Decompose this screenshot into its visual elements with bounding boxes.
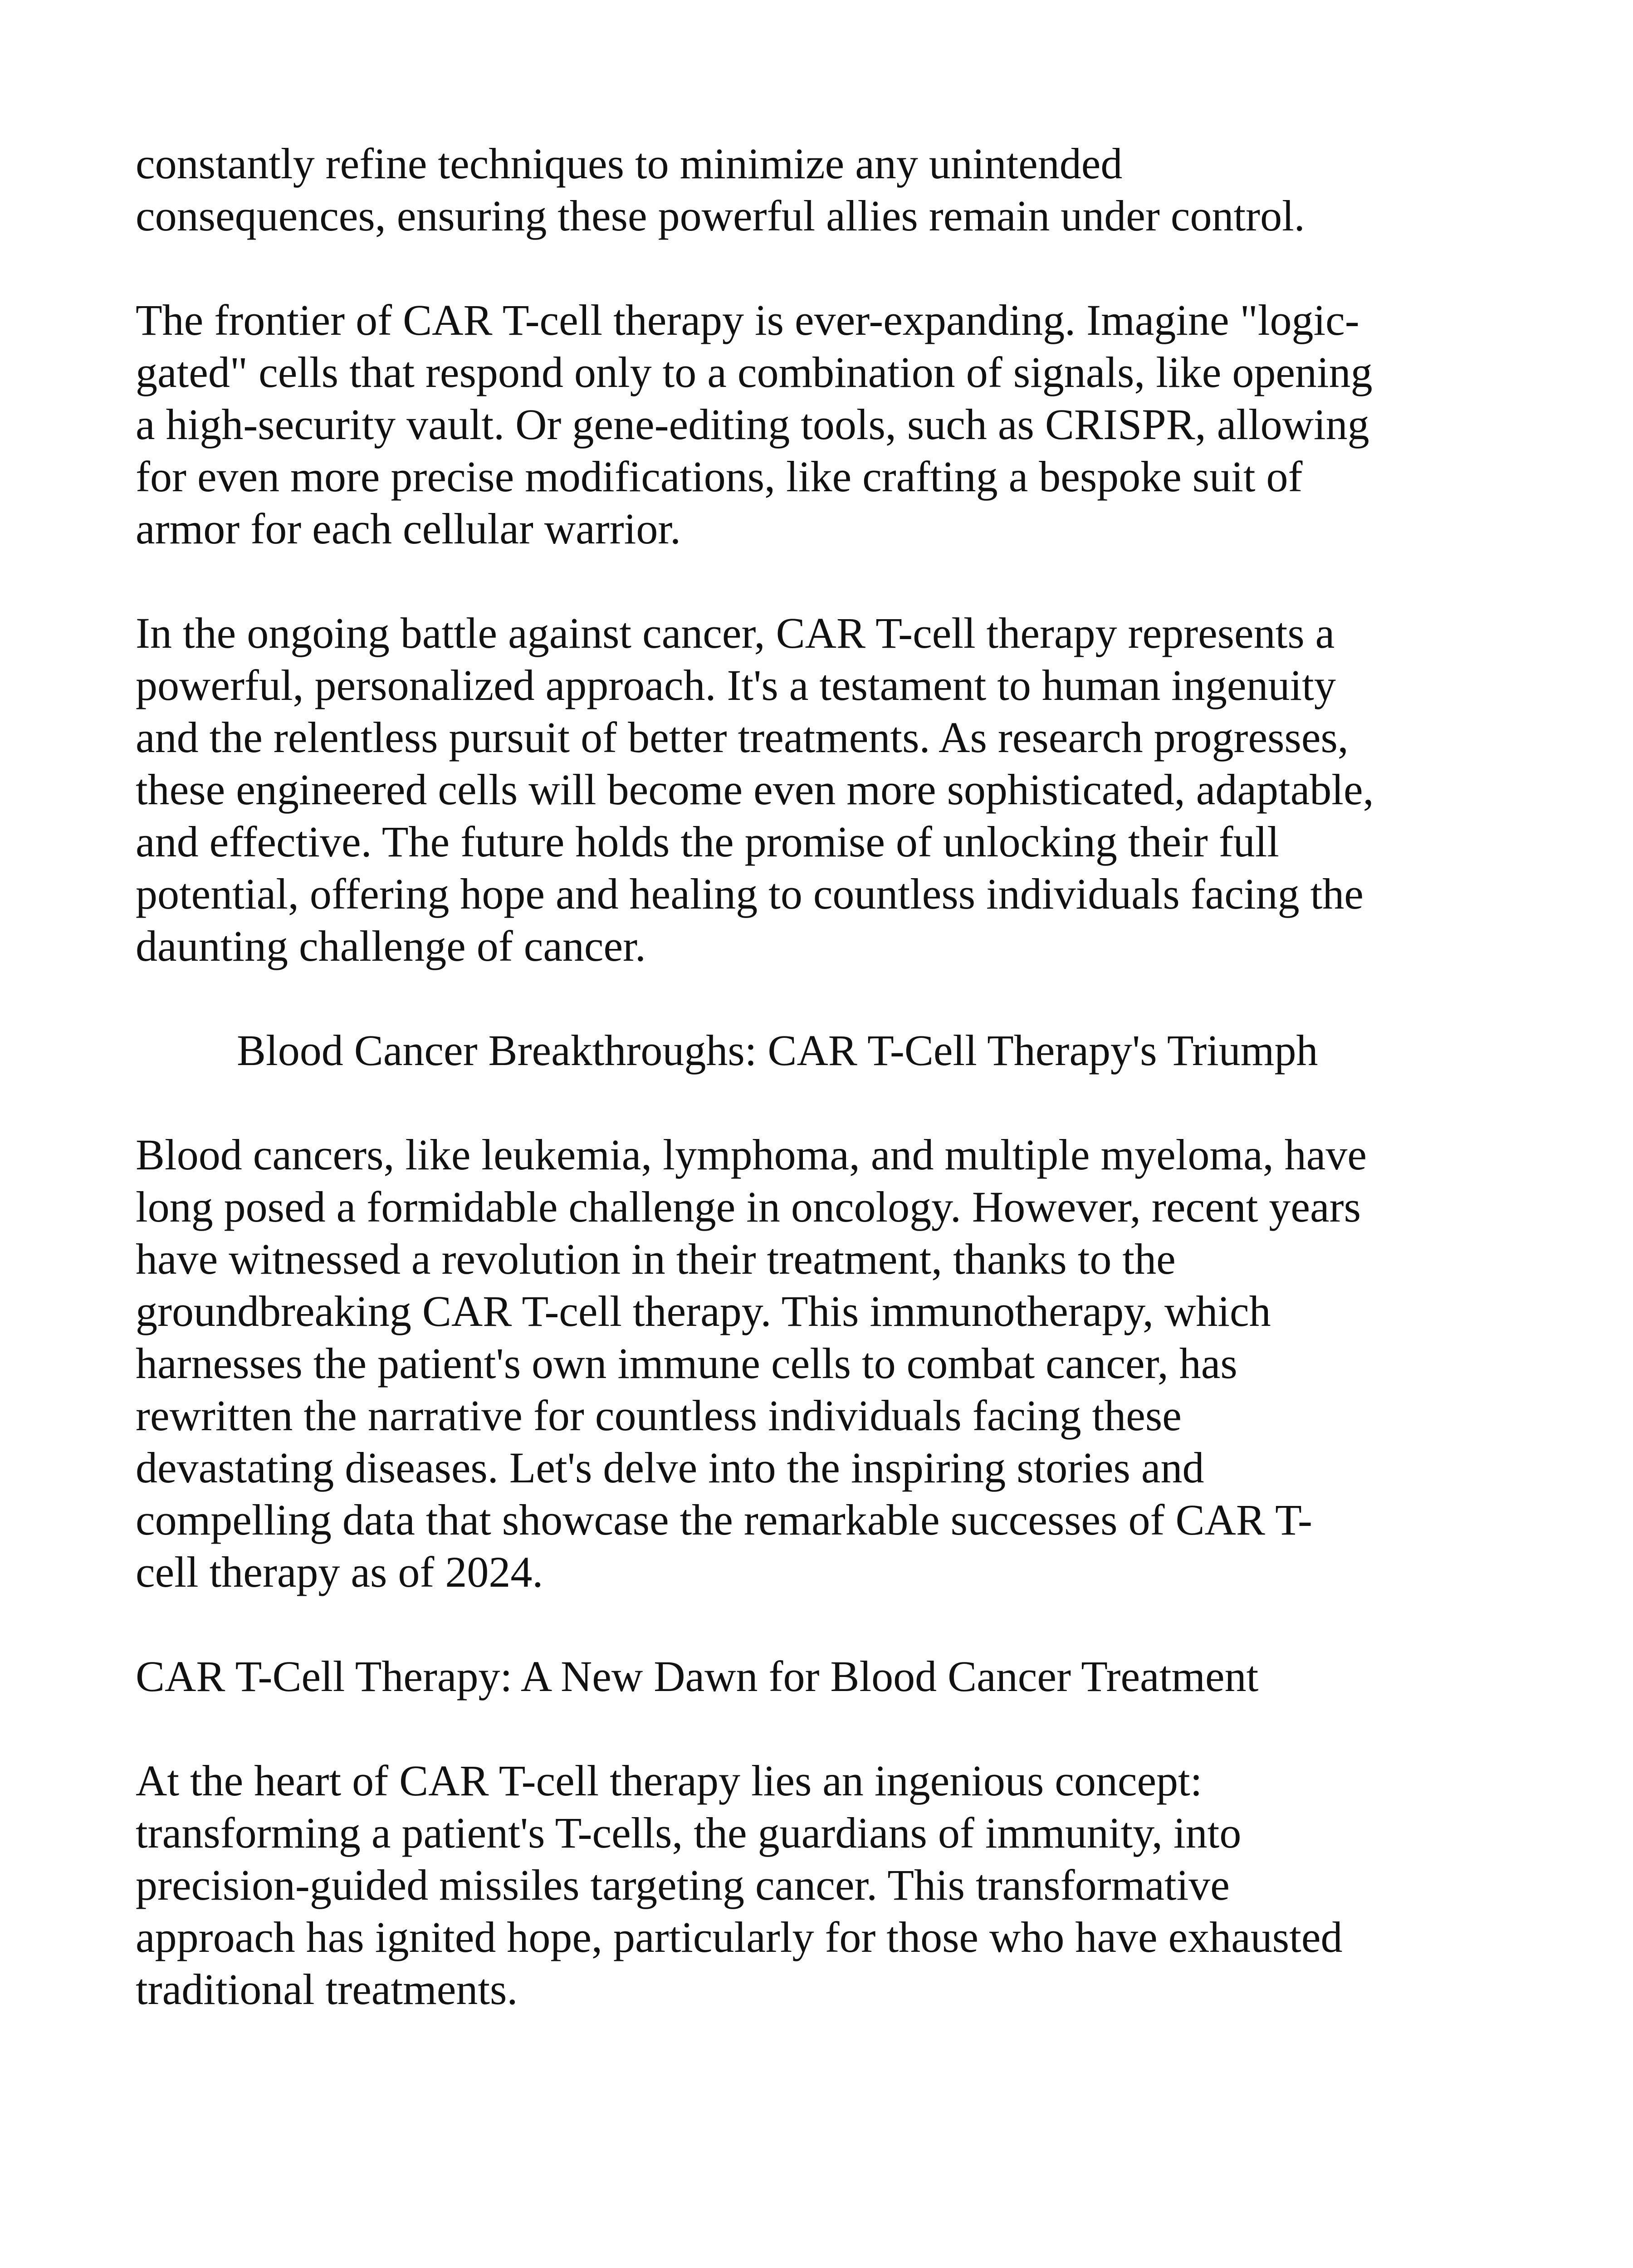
paragraph-frontier [136,294,1451,555]
text-line: The frontier of CAR T-cell therapy is ever-expanding. Imagine "logic- [136,296,1359,344]
text-line: transforming a patient's T-cells, the guardians of immunity, into [136,1809,1242,1857]
text-line: have witnessed a revolution in their treatment, thanks to the [136,1235,1176,1283]
section-heading: Blood Cancer Breakthroughs: CAR T-Cell Therapy's Triumph [237,1026,1318,1075]
paragraph-blood-cancers [136,1129,1451,1598]
text-line: compelling data that showcase the remarkable successes of CAR T- [136,1496,1312,1544]
text-line: cell therapy as of 2024. [136,1548,543,1596]
text-line: potential, offering hope and healing to countless individuals facing the [136,870,1364,918]
text-line: Blood cancers, like leukemia, lymphoma, and multiple myeloma, have [136,1130,1367,1179]
text-line: these engineered cells will become even more sophisticated, adaptable, [136,765,1374,814]
text-line: armor for each cellular warrior. [136,504,681,553]
text-line: approach has ignited hope, particularly for those who have exhausted [136,1913,1343,1961]
text-line: harnesses the patient's own immune cells to combat cancer, has [136,1339,1237,1388]
text-line: powerful, personalized approach. It's a testament to human ingenuity [136,661,1336,709]
paragraph-ongoing-battle [136,607,1451,972]
text-line: In the ongoing battle against cancer, CAR T-cell therapy represents a [136,609,1335,657]
text-line: At the heart of CAR T-cell therapy lies an ingenious concept: [136,1756,1203,1805]
text-line: rewritten the narrative for countless individuals facing these [136,1391,1182,1440]
text-line: precision-guided missiles targeting cancer. This transformative [136,1861,1230,1909]
subsection-heading: CAR T-Cell Therapy: A New Dawn for Blood Cancer Treatment [136,1652,1259,1701]
text-line: traditional treatments. [136,1965,518,2014]
text-line: daunting challenge of cancer. [136,922,646,970]
text-line: and the relentless pursuit of better treatments. As research progresses, [136,713,1349,762]
text-line: and effective. The future holds the promise of unlocking their full [136,817,1280,866]
text-line: for even more precise modifications, like crafting a bespoke suit of [136,452,1303,501]
paragraph-intro-continuation [136,137,1451,242]
paragraph-heart-of-therapy [136,1755,1451,2015]
text-line: consequences, ensuring these powerful allies remain under control. [136,191,1305,240]
text-line: groundbreaking CAR T-cell therapy. This immunotherapy, which [136,1287,1271,1335]
text-line: constantly refine techniques to minimize any unintended [136,139,1123,188]
text-line: long posed a formidable challenge in oncology. However, recent years [136,1183,1361,1231]
text-line: a high-security vault. Or gene-editing tools, such as CRISPR, allowing [136,400,1369,449]
text-line: devastating diseases. Let's delve into the inspiring stories and [136,1443,1204,1492]
text-line: gated" cells that respond only to a combination of signals, like opening [136,348,1373,396]
